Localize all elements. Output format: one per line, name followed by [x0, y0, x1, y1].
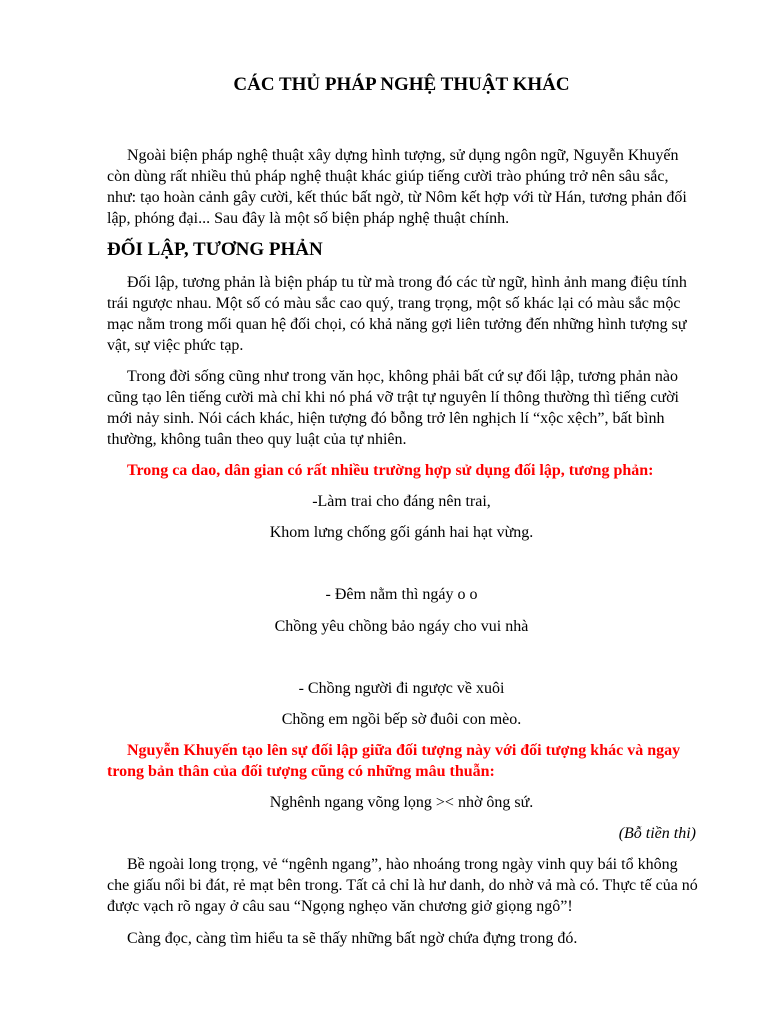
verse-line: -Làm trai cho đáng nên trai,: [312, 493, 491, 510]
paragraph-definition: Đối lập, tương phản là biện pháp tu từ mà trong đó các từ ngữ, hình ảnh mang điệu tính trái ngược nhau. Một số có màu sắc cao quý, trang trọng, một số khác lại có màu sắc mộc mạc nằm trong mối quan hệ đối chọi, có khả năng gợi liên tưởng đến những hình tượng sự vật, sự việc phức tạp.: [107, 274, 687, 354]
page-title: CÁC THỦ PHÁP NGHỆ THUẬT KHÁC: [233, 74, 570, 95]
paragraph-analysis: Bề ngoài long trọng, vẻ “ngênh ngang”, hào nhoáng trong ngày vinh quy bái tổ không che giấu nổi bi đát, rẻ mạt bên trong. Tất cả chỉ là hư danh, do nhờ vả mà có. Thực tế của nó được vạch rõ ngay ở câu sau “Ngọng nghẹo văn chương giở giọng ngô”!: [107, 856, 698, 915]
red-note-folk-songs: Trong ca dao, dân gian có rất nhiều trường hợp sử dụng đối lập, tương phản:: [127, 462, 654, 479]
red-note-nguyen-khuyen: Nguyễn Khuyến tạo lên sự đối lập giữa đối tượng này với đối tượng khác và ngay trong bản thân của đối tượng cũng có những mâu thuẫn:: [107, 742, 681, 780]
quote-source: (Bỗ tiền thi): [618, 825, 696, 842]
verse-line: - Chồng người đi ngược về xuôi: [298, 680, 505, 697]
verse-line: - Đêm nằm thì ngáy o o: [325, 586, 478, 603]
paragraph-explanation: Trong đời sống cũng như trong văn học, không phải bất cứ sự đối lập, tương phản nào cũng tạo lên tiếng cười mà chỉ khi nó phá vỡ trật tự nguyên lí thông thường thì tiếng cười mới nảy sinh. Nói cách khác, hiện tượng đó bỗng trở lên nghịch lí “xộc xệch”, bất bình thường, không tuân theo quy luật của tự nhiên.: [107, 368, 679, 448]
quoted-verse: Nghênh ngang võng lọng >< nhờ ông sứ.: [269, 794, 534, 811]
intro-paragraph: Ngoài biện pháp nghệ thuật xây dựng hình tượng, sử dụng ngôn ngữ, Nguyễn Khuyến còn dùng rất nhiều thủ pháp nghệ thuật khác giúp tiếng cười trào phúng trở nên sâu sắc, như: tạo hoàn cảnh gây cười, kết thúc bất ngờ, từ Nôm kết hợp với từ Hán, tương phản đối lập, phóng đại... Sau đây là một số biện pháp nghệ thuật chính.: [107, 147, 687, 227]
verse-line: Chồng yêu chồng bảo ngáy cho vui nhà: [274, 618, 529, 635]
verse-line: Chồng em ngồi bếp sờ đuôi con mèo.: [281, 711, 522, 728]
section-heading: ĐỐI LẬP, TƯƠNG PHẢN: [107, 239, 323, 260]
verse-line: Khom lưng chống gối gánh hai hạt vừng.: [269, 524, 534, 541]
paragraph-conclusion: Càng đọc, càng tìm hiểu ta sẽ thấy những bất ngờ chứa đựng trong đó.: [127, 930, 578, 947]
